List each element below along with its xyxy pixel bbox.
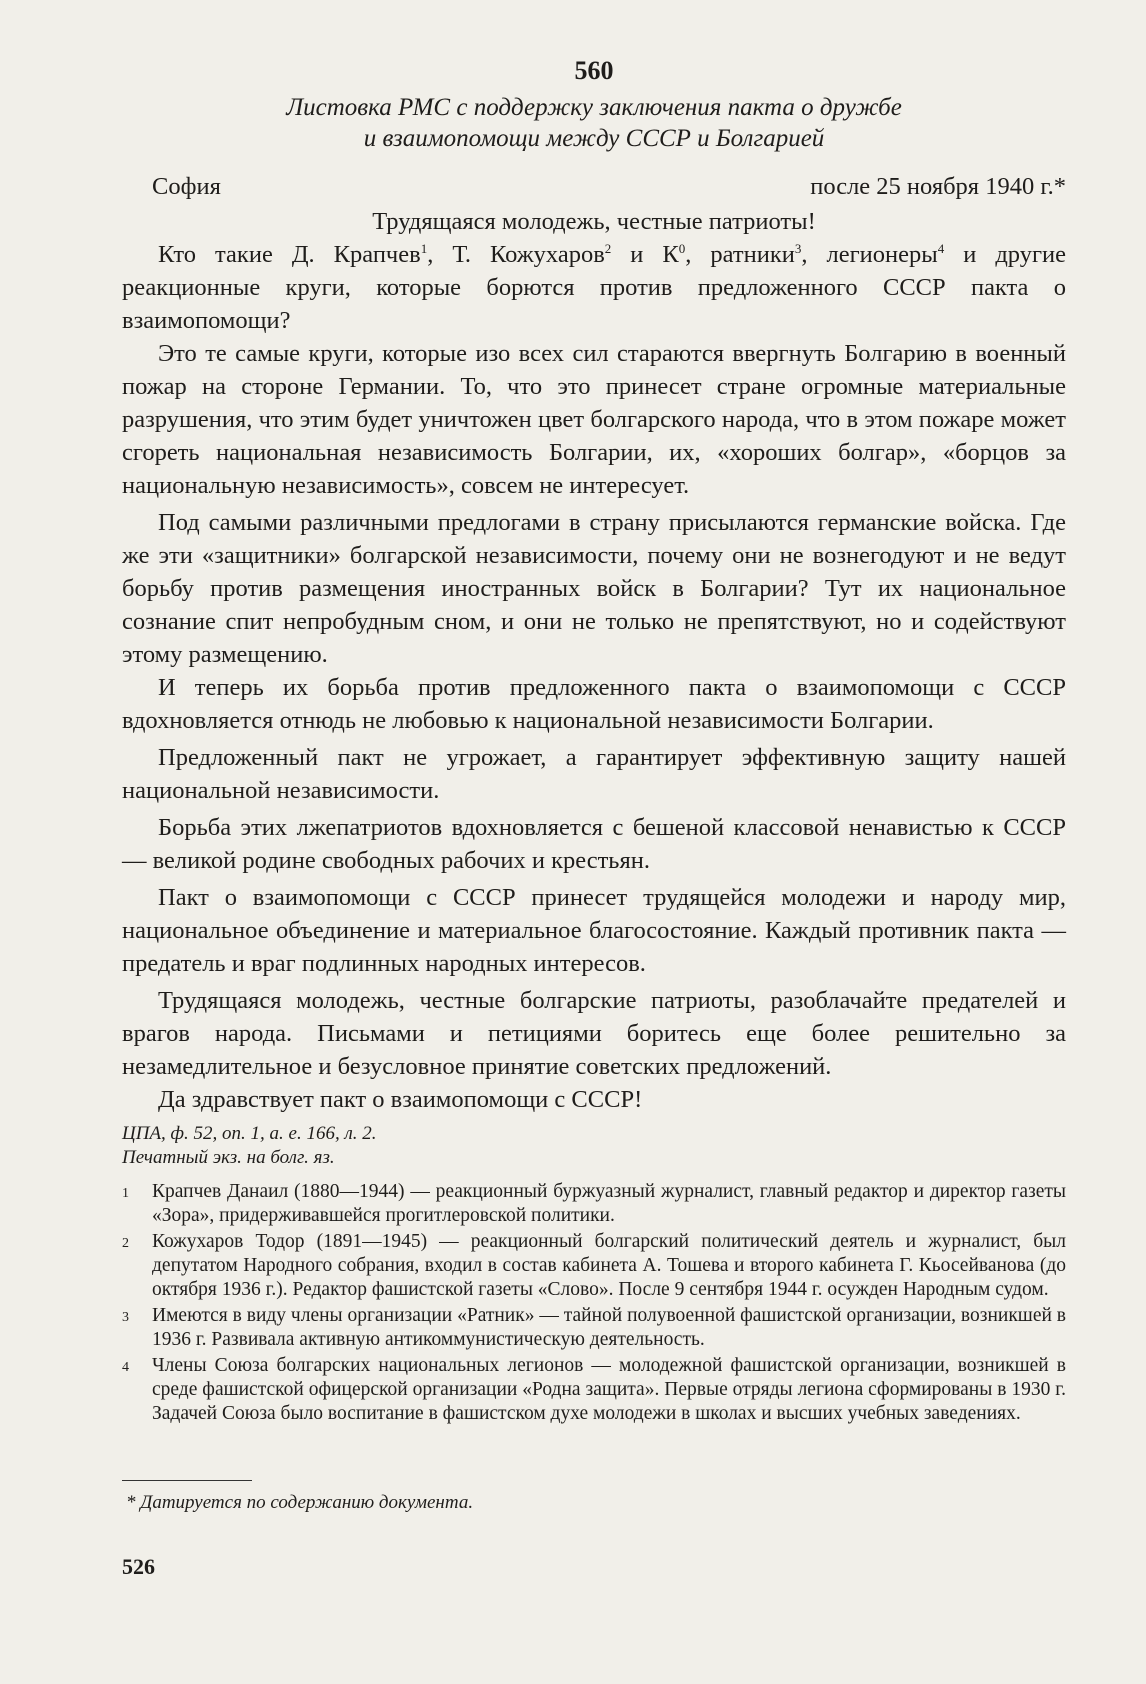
footnote-text: Имеются в виду члены организации «Ратник» — тайной полувоенной фашистской организации, возникшей в 1936 г. Развивала активную антикоммунистическую деятельность. [152, 1305, 1066, 1350]
text-run: , ратники [685, 241, 795, 268]
text-run: и другие реакционные круги, которые борются против предложенного СССР пакта о взаимопомощи? [122, 241, 1067, 334]
text-run: , легионеры [801, 241, 938, 268]
archive-note: Печатный экз. на болг. яз. [122, 1147, 335, 1168]
footnote-ref: 4 [937, 240, 945, 256]
footnote-text: Члены Союза болгарских национальных легионов — молодежной фашистской организации, возникшей в среде фашистской офицерской организации «Родна защита». Первые отряды легиона сформированы в 1930 г. Задачей Союза было воспитание в фашистском духе молодежи в школах и высших учебных заведениях. [152, 1355, 1066, 1424]
title-line-2: и взаимопомощи между СССР и Болгарией [363, 125, 825, 152]
text-run: и К [611, 241, 679, 268]
footnote [122, 1230, 1066, 1302]
footnote-ref: 3 [794, 240, 802, 256]
footnote-number: 3 [122, 1310, 129, 1325]
document-title [122, 92, 1066, 154]
place: София [152, 173, 221, 200]
archive-reference [122, 1122, 1066, 1170]
paragraph: Да здравствует пакт о взаимопомощи с СССР! [158, 1086, 643, 1113]
date: после 25 ноября 1940 г.* [810, 173, 1066, 200]
footnote [122, 1180, 1066, 1228]
text-run: , Т. Кожухаров [427, 241, 605, 268]
place-date-line [152, 170, 1066, 203]
address-line: Трудящаяся молодежь, честные патриоты! [372, 208, 816, 235]
footnote-ref: 1 [420, 240, 428, 256]
footnote-divider [122, 1480, 252, 1481]
footnote-ref: 2 [604, 240, 612, 256]
leaflet-text [122, 205, 1066, 1116]
dating-note: * Датируется по содержанию документа. [126, 1492, 474, 1513]
footnotes [122, 1180, 1066, 1426]
footnote [122, 1354, 1066, 1426]
footnote-text: Кожухаров Тодор (1891—1945) — реакционный болгарский политический деятель и журналист, был депутатом Народного собрания, входил в состав кабинета А. Тошева и второго кабинета Г. Кьосейванова (до октября 1936 г.). Редактор фашистской газеты «Слово». После 9 сентября 1944 г. осужден Народным судом. [152, 1231, 1066, 1300]
paragraph: И теперь их борьба против предложенного пакта о взаимопомощи с СССР вдохновляется отнюдь не любовью к национальной независимости Болгарии. [122, 674, 1066, 734]
paragraph: Трудящаяся молодежь, честные болгарские патриоты, разоблачайте предателей и врагов народа. Письмами и петициями боритесь еще более решительно за незамедлительное и безусловное принятие советских предложений. [122, 987, 1066, 1080]
paragraph [122, 238, 1066, 337]
footnote-number: 2 [122, 1236, 129, 1251]
document-body [122, 56, 1066, 1515]
superscript: 0 [678, 240, 686, 256]
paragraph: Под самыми различными предлогами в страну присылаются германские войска. Где же эти «защитники» болгарской независимости, почему они не вознегодуют и не ведут борьбу против размещения иностранных войск в Болгарии? Тут их национальное сознание спит непробудным сном, и они не только не препятствуют, но и содействуют этому размещению. [122, 509, 1066, 668]
page-number: 526 [122, 1554, 155, 1579]
footnote-text: Крапчев Данаил (1880—1944) — реакционный буржуазный журналист, главный редактор и директор газеты «Зора», придерживавшейся прогитлеровской политики. [152, 1181, 1066, 1226]
title-line-1: Листовка РМС с поддержку заключения пакта о дружбе [286, 94, 902, 121]
footnote-number: 1 [122, 1186, 129, 1201]
paragraph: Борьба этих лжепатриотов вдохновляется с бешеной классовой ненавистью к СССР — великой родине свободных рабочих и крестьян. [122, 814, 1066, 874]
archive-source: ЦПА, ф. 52, оп. 1, а. е. 166, л. 2. [122, 1123, 377, 1144]
text-run: Кто такие Д. Крапчев [158, 241, 421, 268]
footnote-number: 4 [122, 1360, 129, 1375]
paragraph: Это те самые круги, которые изо всех сил стараются ввергнуть Болгарию в военный пожар на стороне Германии. То, что это принесет стране огромные материальные разрушения, что этим будет уничтожен цвет болгарского народа, что в этом пожаре может сгореть национальная независимость Болгарии, их, «хороших болгар», «борцов за национальную независимость», совсем не интересует. [122, 340, 1066, 499]
paragraph: Пакт о взаимопомощи с СССР принесет трудящейся молодежи и народу мир, национальное объединение и материальное благосостояние. Каждый противник пакта — предатель и враг подлинных народных интересов. [122, 884, 1066, 977]
paragraph: Предложенный пакт не угрожает, а гарантирует эффективную защиту нашей национальной независимости. [122, 744, 1066, 804]
footnote [122, 1304, 1066, 1352]
document-number: 560 [574, 56, 614, 85]
